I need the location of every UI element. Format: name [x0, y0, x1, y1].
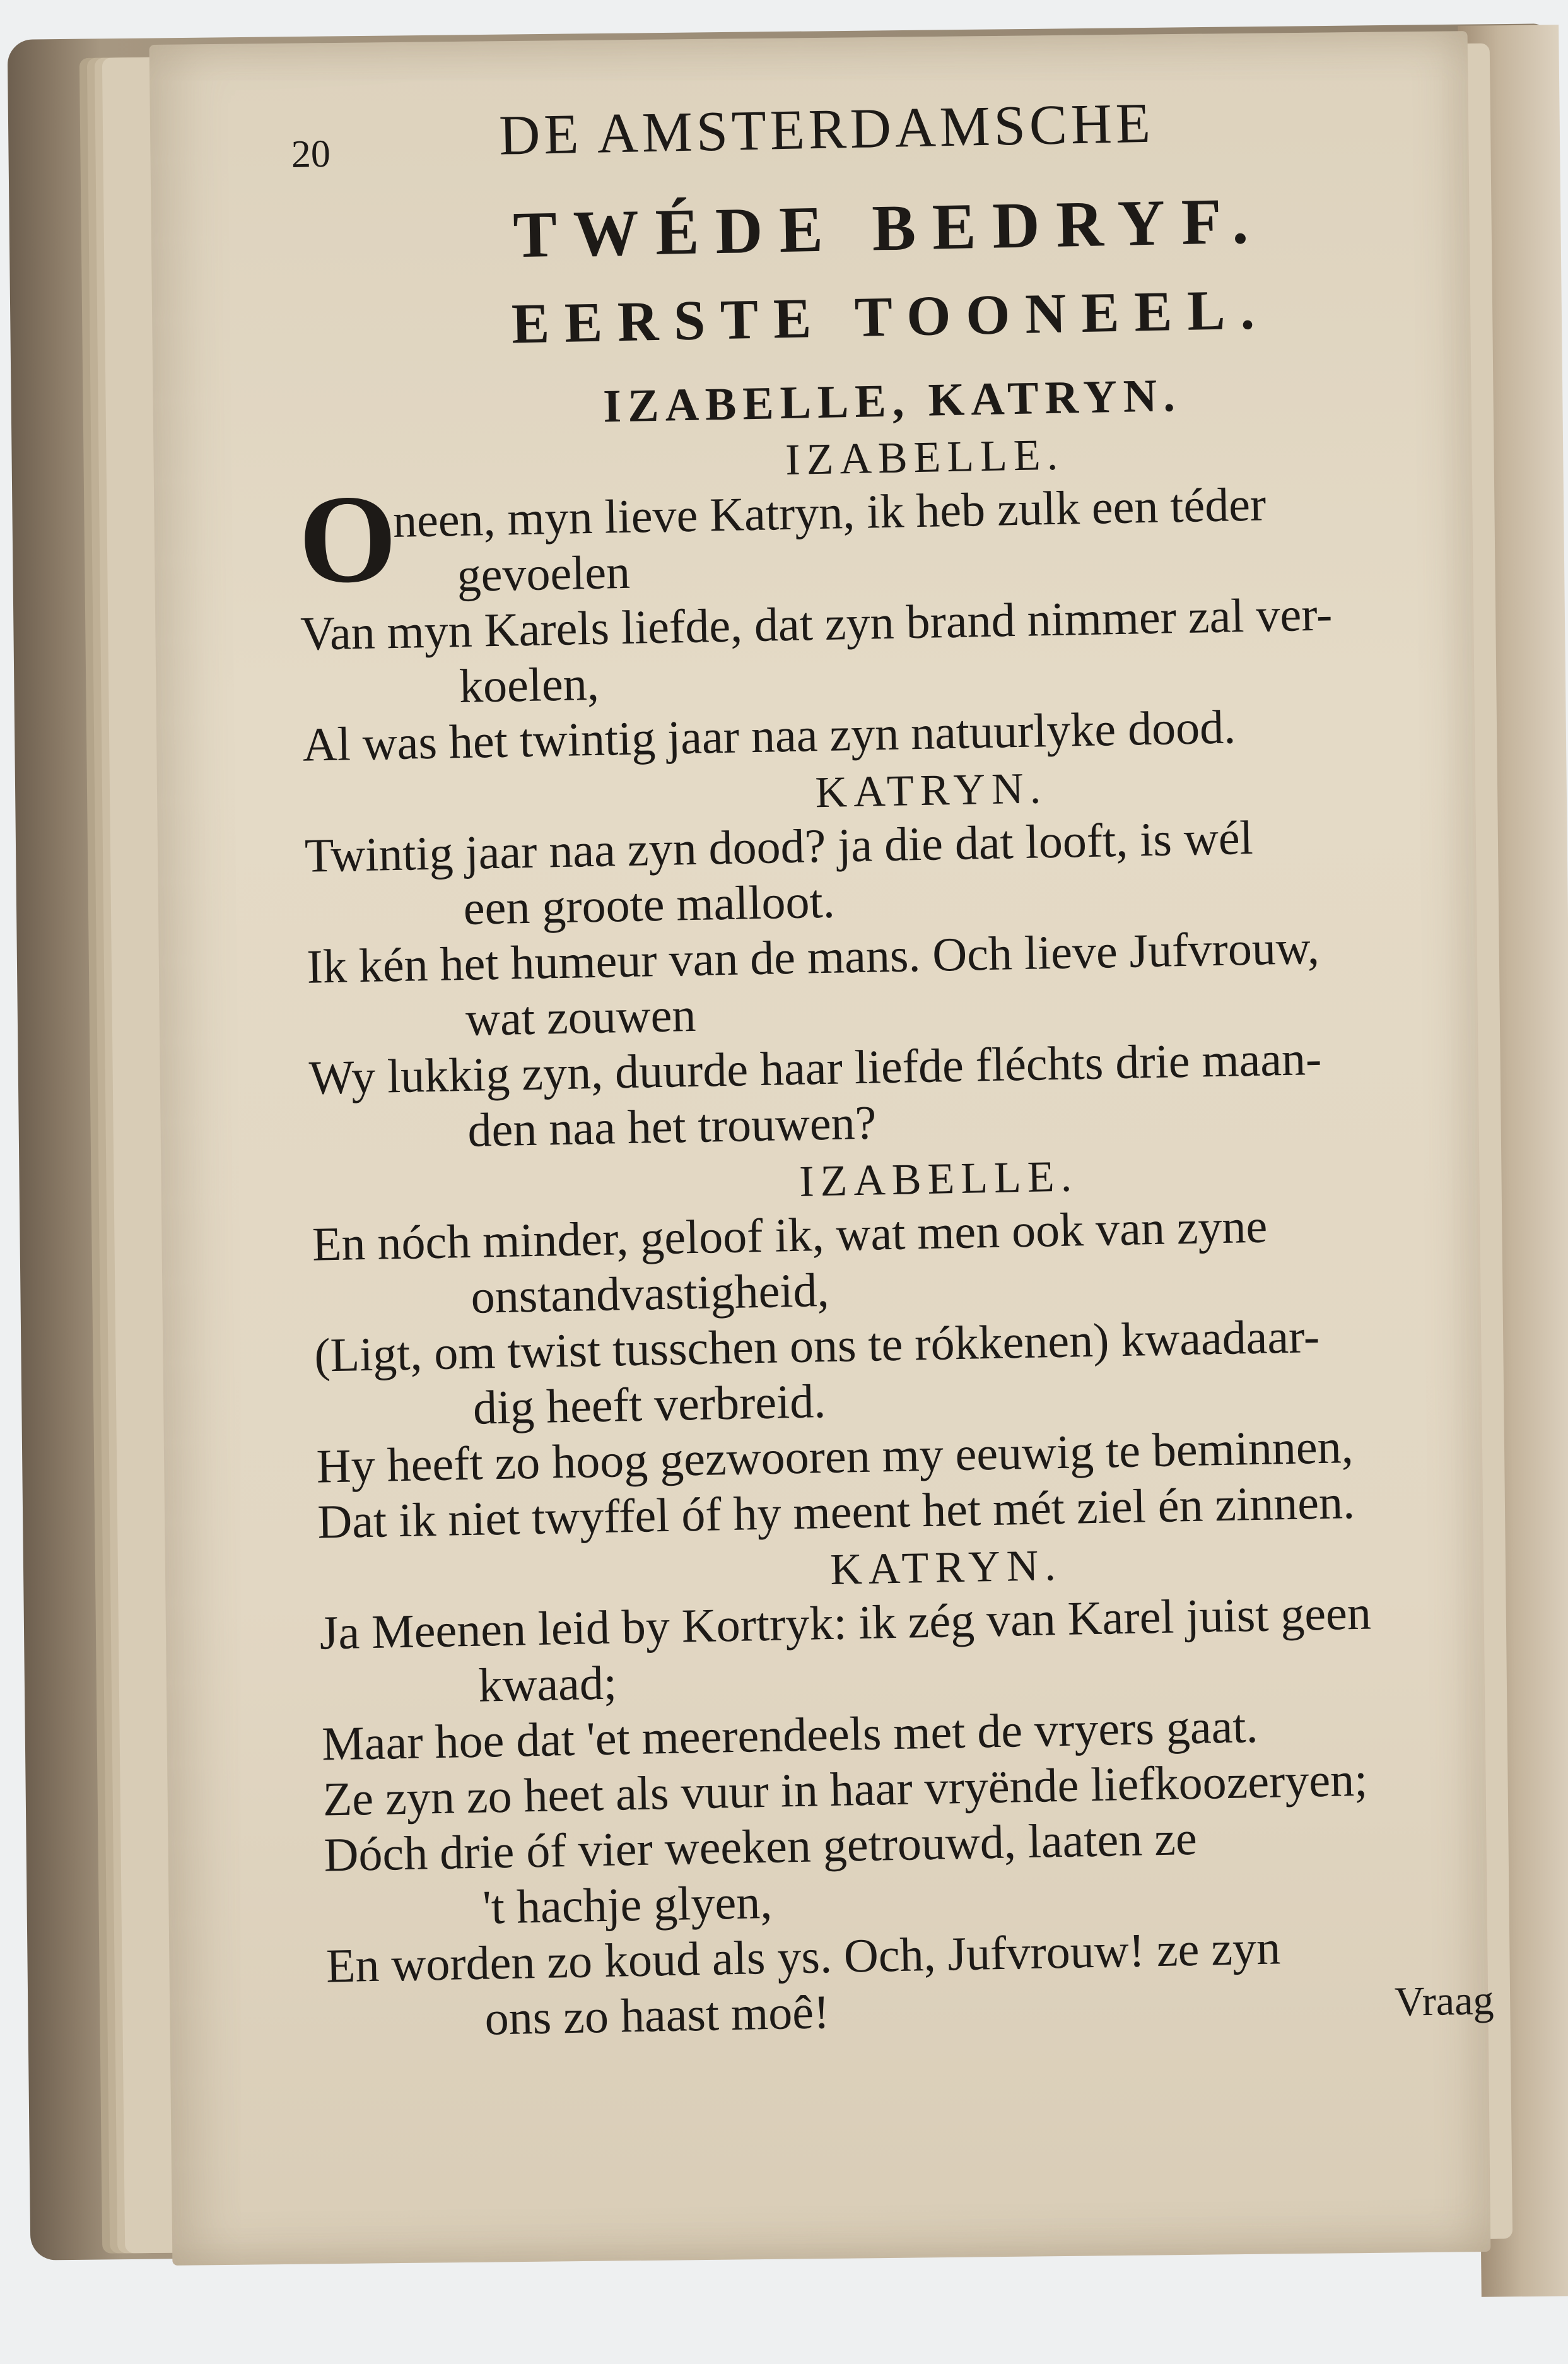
verse-line: gevoelen — [456, 545, 631, 603]
verse-line: wat zouwen — [465, 988, 697, 1046]
verse-line: kwaad; — [477, 1656, 617, 1712]
verse-line: ons zo haast moê! — [484, 1985, 830, 2045]
verse-line: En nóch minder, geloof ik, wat men ook van zyne — [312, 1199, 1268, 1271]
speaker-name: KATRYN. — [829, 1541, 1063, 1594]
page-number: 20 — [291, 132, 331, 176]
verse-line: onstandvastigheid, — [470, 1263, 830, 1324]
catchword: Vraag — [1394, 1977, 1495, 2025]
verse-line: Van myn Karels liefde, dat zyn brand nimmer zal ver- — [300, 587, 1333, 661]
verse-line: dig heeft verbreid. — [472, 1375, 826, 1435]
verse-line: Ik kén het humeur van de mans. Och lieve Jufvrouw, — [306, 920, 1320, 994]
verse-line: Hy heeft zo hoog gezwooren my eeuwig te beminnen, — [315, 1420, 1354, 1493]
verse-line: een groote malloot. — [463, 874, 836, 935]
drop-cap: O — [297, 468, 399, 610]
speaker-name: IZABELLE. — [799, 1152, 1079, 1206]
verse-line: Dat ik niet twyffel óf hy meent het mét ziel én zinnen. — [317, 1476, 1355, 1549]
character-list: IZABELLE, KATRYN. — [602, 369, 1182, 433]
verse-line: Twintig jaar naa zyn dood? ja die dat looft, is wél — [304, 811, 1254, 883]
verse-line: Maar hoe dat 'et meerendeels met de vryers gaat. — [321, 1700, 1259, 1771]
verse-line: En worden zo koud als ys. Och, Jufvrouw! ze zyn — [325, 1921, 1281, 1993]
verse-line: Wy lukkig zyn, duurde haar liefde fléchts drie maan- — [308, 1032, 1323, 1105]
verse-line: Ze zyn zo heet als vuur in haar vryënde liefkoozeryen; — [322, 1753, 1368, 1826]
verse-line: den naa het trouwen? — [467, 1096, 877, 1157]
verse-line: Al was het twintig jaar naa zyn natuurlyke dood. — [301, 700, 1236, 772]
scene-heading: EERSTE TOONEEL. — [511, 278, 1270, 356]
speaker-name: IZABELLE. — [785, 430, 1065, 485]
verse-line: 't hachje glyen, — [482, 1875, 773, 1934]
dialogue — [297, 422, 1519, 2050]
verse-line: Dóch drie óf vier weeken getrouwd, laaten ze — [323, 1811, 1198, 1882]
verse-line: koelen, — [459, 657, 600, 714]
act-heading: TWÉDE BEDRYF. — [512, 184, 1266, 272]
speaker-name: KATRYN. — [814, 764, 1048, 818]
running-title: DE AMSTERDAMSCHE — [498, 91, 1155, 167]
page-text — [290, 72, 1519, 2047]
verse-line: Ja Meenen leid by Kortryk: ik zég van Karel juist geen — [319, 1586, 1372, 1660]
verse-line: (Ligt, om twist tusschen ons te rókkenen) kwaadaar- — [313, 1310, 1320, 1382]
verse-line-text: neen, myn lieve Katryn, ik heb zulk een téder — [392, 478, 1267, 548]
